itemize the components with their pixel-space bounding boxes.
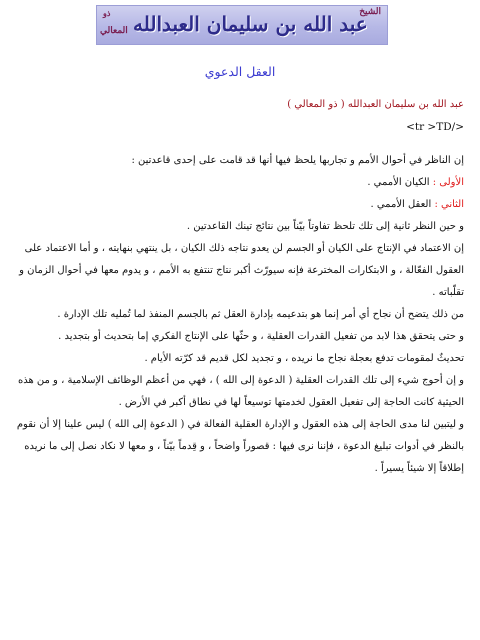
- second-rule-label: الثاني :: [434, 199, 464, 210]
- article-title: العقل الدعوي: [204, 64, 276, 79]
- paragraph-production: إن الاعتماد في الإنتاج على الكيان أو الجسم لن يعدو نتاجه ذلك الكيان ، بل ينتهي بنهايته ، و أما الاعتماد على العقول الفعّالة ، و الابتكارات المخترعة فإنه سيورّث أكبر نتاج تنتفع به الأمم ، و يدوم معها في أحوال الزمان و تقلّباته .: [19, 243, 464, 298]
- paragraph-first-rule: [16, 172, 464, 194]
- banner-title: عبد الله بن سليمان العبدالله: [133, 12, 368, 36]
- article-body: [16, 88, 464, 480]
- banner-maali-label: المعالي: [100, 26, 128, 36]
- paragraph-activation: و حتى يتحقق هذا لابد من تفعيل القدرات العقلية ، و حثّها على الإنتاج الفكري إما بتحديث أو بتجديد .: [58, 331, 464, 342]
- paragraph-success: من ذلك يتضح أن نجاح أي أمر إنما هو بتدعيمه بإدارة العقل ثم بالجسم المنفذ لما تُمليه تلك الإدارة .: [57, 309, 464, 320]
- paragraph-intro: إن الناظر في أحوال الأمم و تجاربها يلحظ فيها أنها قد قامت على إحدى قاعدتين :: [131, 155, 464, 166]
- html-tag-text: <tr >TD/>: [406, 121, 464, 133]
- paragraph-modernization: تحديثٌ لمقومات تدفع بعجلة نجاح ما نريده ، و تجديد لكل قديم قد كرّته الأيام .: [144, 353, 464, 364]
- first-rule-text: الكيان الأممي .: [367, 177, 433, 188]
- first-rule-label: الأولى :: [432, 177, 464, 188]
- second-rule-text: العقل الأممي .: [370, 199, 435, 210]
- paragraph-second-rule: [16, 194, 464, 216]
- paragraph-contrast: و حين النظر ثانية إلى تلك تلحظ تفاوتاً بيّناً بين نتائج تينك القاعدتين .: [186, 221, 464, 232]
- paragraph-need: و ليتبين لنا مدى الحاجة إلى هذه العقول و الإدارة العقلية الفعالة في ( الدعوة إلى الله ) ليس علينا إلا أن نقوم بالنظر في أدوات تبليغ الدعوة ، فإننا نرى فيها : قصوراً واضحاً ، و قِدماً بيّناً ، و معها لا نكاد نصل إلى ما نريده إطلاقاً إلا شيئاً يسيراً .: [16, 419, 464, 474]
- banner-sheikh-label: الشيخ: [359, 7, 381, 17]
- author-line: عبد الله بن سليمان العبدالله ( ذو المعالي ): [287, 99, 464, 110]
- paragraph-dawah: و إن أحوج شيء إلى تلك القدرات العقلية ( الدعوة إلى الله ) ، فهي من أعظم الوظائف الإسلامية ، و من هذه الحيثية كانت الحاجة إلى تفعيل العقول لخدمتها توسيعاً لها في نطاق أكبر في الأرض .: [17, 375, 464, 408]
- header-banner: [96, 5, 388, 45]
- banner-dhu-label: ذو: [103, 8, 111, 18]
